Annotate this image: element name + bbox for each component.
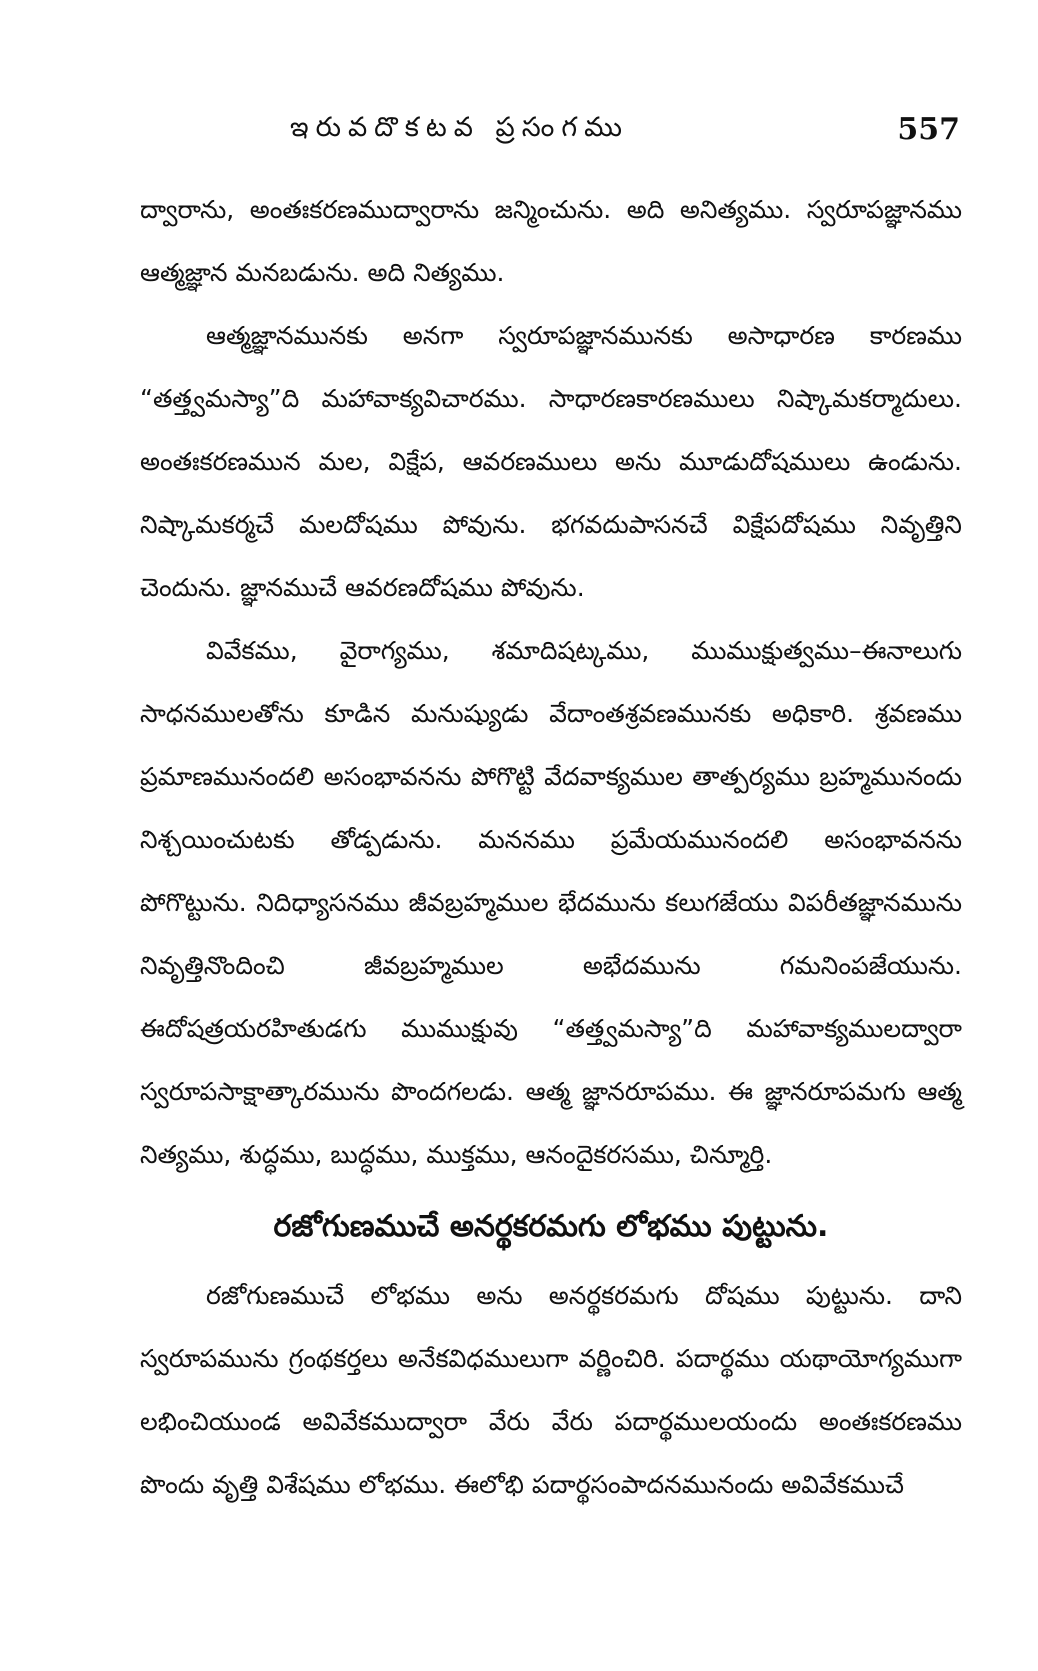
section-paragraph: రజోగుణముచే లోభము అను అనర్థకరమగు దోషము పుట్టును. దాని స్వరూపమును గ్రంథకర్తలు అనేకవిధములుగా వర్ణించిరి. పదార్థము యథాయోగ్యముగా లభించియుండ అవివేకముద్వారా వేరు వేరు పదార్థములయందు అంతఃకరణము పొందు వృత్తి విశేషము లోభము. ఈలోభి పదార్థసంపాదనమునందు అవివేకముచే	[140, 1281, 962, 1499]
page-header	[0, 112, 1038, 162]
section-heading: రజోగుణముచే అనర్థకరమగు లోభము పుట్టును.	[273, 1209, 829, 1244]
running-title: ఇరువదొకటవ ప్రసంగము	[290, 112, 629, 143]
page-number: 557	[897, 112, 960, 147]
paragraph-3: వివేకము, వైరాగ్యము, శమాదిషట్కము, ముముక్షుత్వము–ఈనాలుగు సాధనములతోను కూడిన మనుష్యుడు వేదాంతశ్రవణమునకు అధికారి. శ్రవణము ప్రమాణమునందలి అసంభావనను పోగొట్టి వేదవాక్యముల తాత్పర్యము బ్రహ్మమునందు నిశ్చయించుటకు తోడ్పడును. మననము ప్రమేయమునందలి అసంభావనను పోగొట్టును. నిదిధ్యాసనము జీవబ్రహ్మముల భేదమును కలుగజేయు విపరీతజ్ఞానమును నివృత్తినొందించి జీవబ్రహ్మముల అభేదమును గమనింపజేయును. ఈదోషత్రయరహితుడగు ముముక్షువు “తత్త్వమస్యా”ది మహావాక్యములద్వారా స్వరూపసాక్షాత్కారమును పొందగలడు. ఆత్మ జ్ఞానరూపము. ఈ జ్ఞానరూపమగు ఆత్మ నిత్యము, శుద్ధము, బుద్ధము, ముక్తము, ఆనందైకరసము, చిన్మూర్తి.	[140, 636, 962, 1169]
page-body	[140, 178, 962, 1516]
paragraph-2: ఆత్మజ్ఞానమునకు అనగా స్వరూపజ్ఞానమునకు అసాధారణ కారణము “తత్త్వమస్యా”ది మహావాక్యవిచారము. సాధారణకారణములు నిష్కామకర్మాదులు. అంతఃకరణమున మల, విక్షేప, ఆవరణములు అను మూడుదోషములు ఉండును. నిష్కామకర్మచే మలదోషము పోవును. భగవదుపాసనచే విక్షేపదోషము నివృత్తిని చెందును. జ్ఞానముచే ఆవరణదోషము పోవును.	[140, 321, 962, 602]
paragraph-1: ద్వారాను, అంతఃకరణముద్వారాను జన్మించును. అది అనిత్యము. స్వరూపజ్ఞానము ఆత్మజ్ఞాన మనబడును. అది నిత్యము.	[140, 195, 962, 287]
